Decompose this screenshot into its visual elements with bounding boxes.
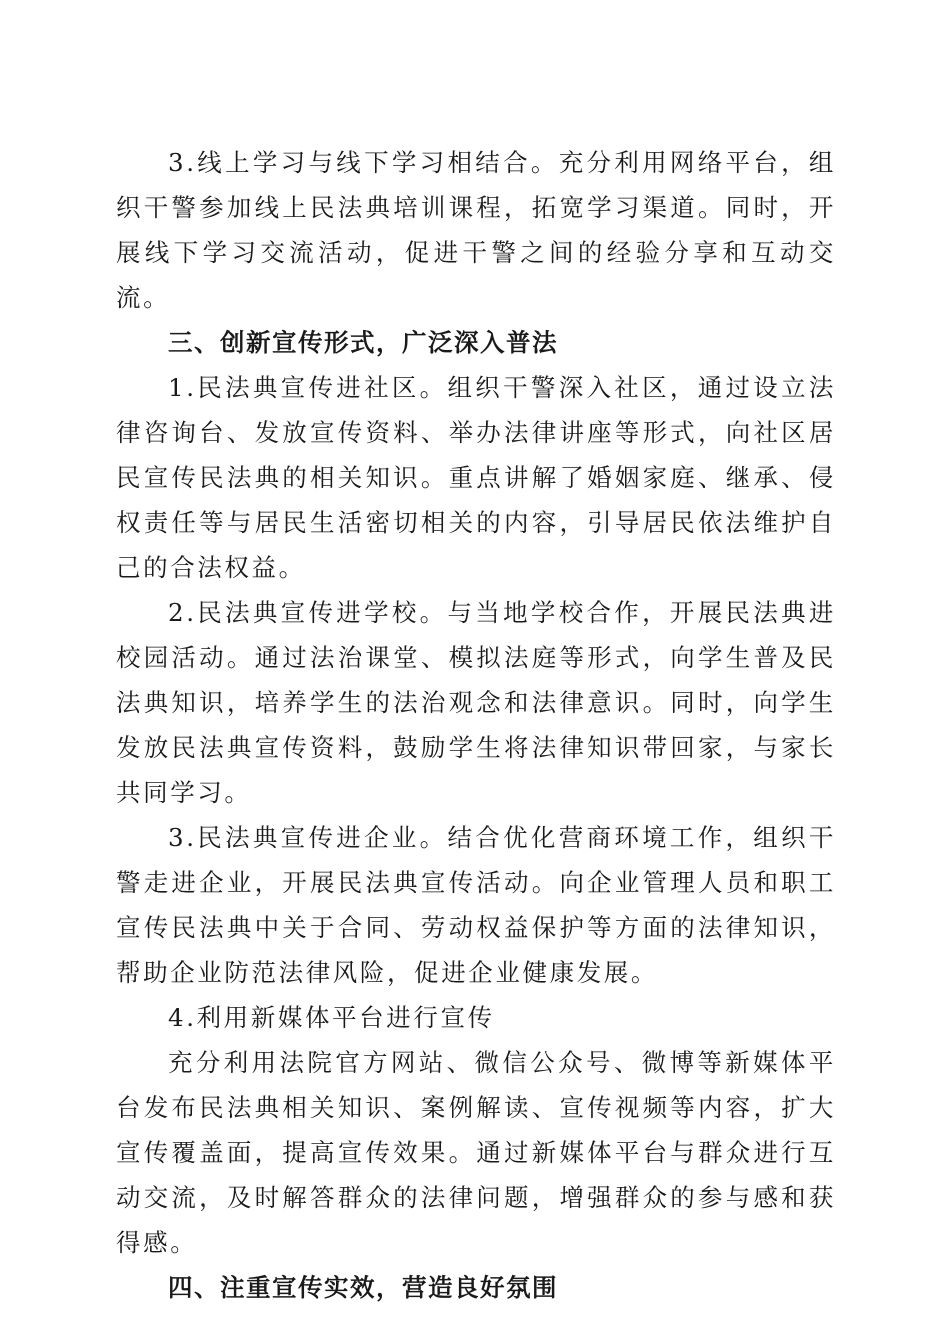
paragraph-enterprise-promotion: 3.民法典宣传进企业。结合优化营商环境工作，组织干警走进企业，开展民法典宣传活动。向企业管理人员和职工宣传民法典中关于合同、劳动权益保护等方面的法律知识，帮助企业防范法律风险，促进企业健康发展。 [116, 823, 836, 987]
paragraph-new-media-title: 4.利用新媒体平台进行宣传 [168, 1003, 495, 1032]
document-body [116, 140, 836, 1310]
paragraph-school-promotion: 2.民法典宣传进学校。与当地学校合作，开展民法典进校园活动。通过法治课堂、模拟法庭等形式，向学生普及民法典知识，培养学生的法治观念和法律意识。同时，向学生发放民法典宣传资料，鼓励学生将法律知识带回家，与家长共同学习。 [116, 598, 836, 807]
section-heading-3: 三、创新宣传形式，广泛深入普法 [168, 328, 558, 357]
section-heading-4: 四、注重宣传实效，营造良好氛围 [168, 1273, 558, 1302]
paragraph-new-media-body: 充分利用法院官方网站、微信公众号、微博等新媒体平台发布民法典相关知识、案例解读、宣传视频等内容，扩大宣传覆盖面，提高宣传效果。通过新媒体平台与群众进行互动交流，及时解答群众的法律问题，增强群众的参与感和获得感。 [116, 1048, 836, 1257]
paragraph-community-promotion: 1.民法典宣传进社区。组织干警深入社区，通过设立法律咨询台、发放宣传资料、举办法律讲座等形式，向社区居民宣传民法典的相关知识。重点讲解了婚姻家庭、继承、侵权责任等与居民生活密切相关的内容，引导居民依法维护自己的合法权益。 [116, 373, 836, 582]
paragraph-online-offline-learning: 3.线上学习与线下学习相结合。充分利用网络平台，组织干警参加线上民法典培训课程，拓宽学习渠道。同时，开展线下学习交流活动，促进干警之间的经验分享和互动交流。 [116, 148, 836, 312]
